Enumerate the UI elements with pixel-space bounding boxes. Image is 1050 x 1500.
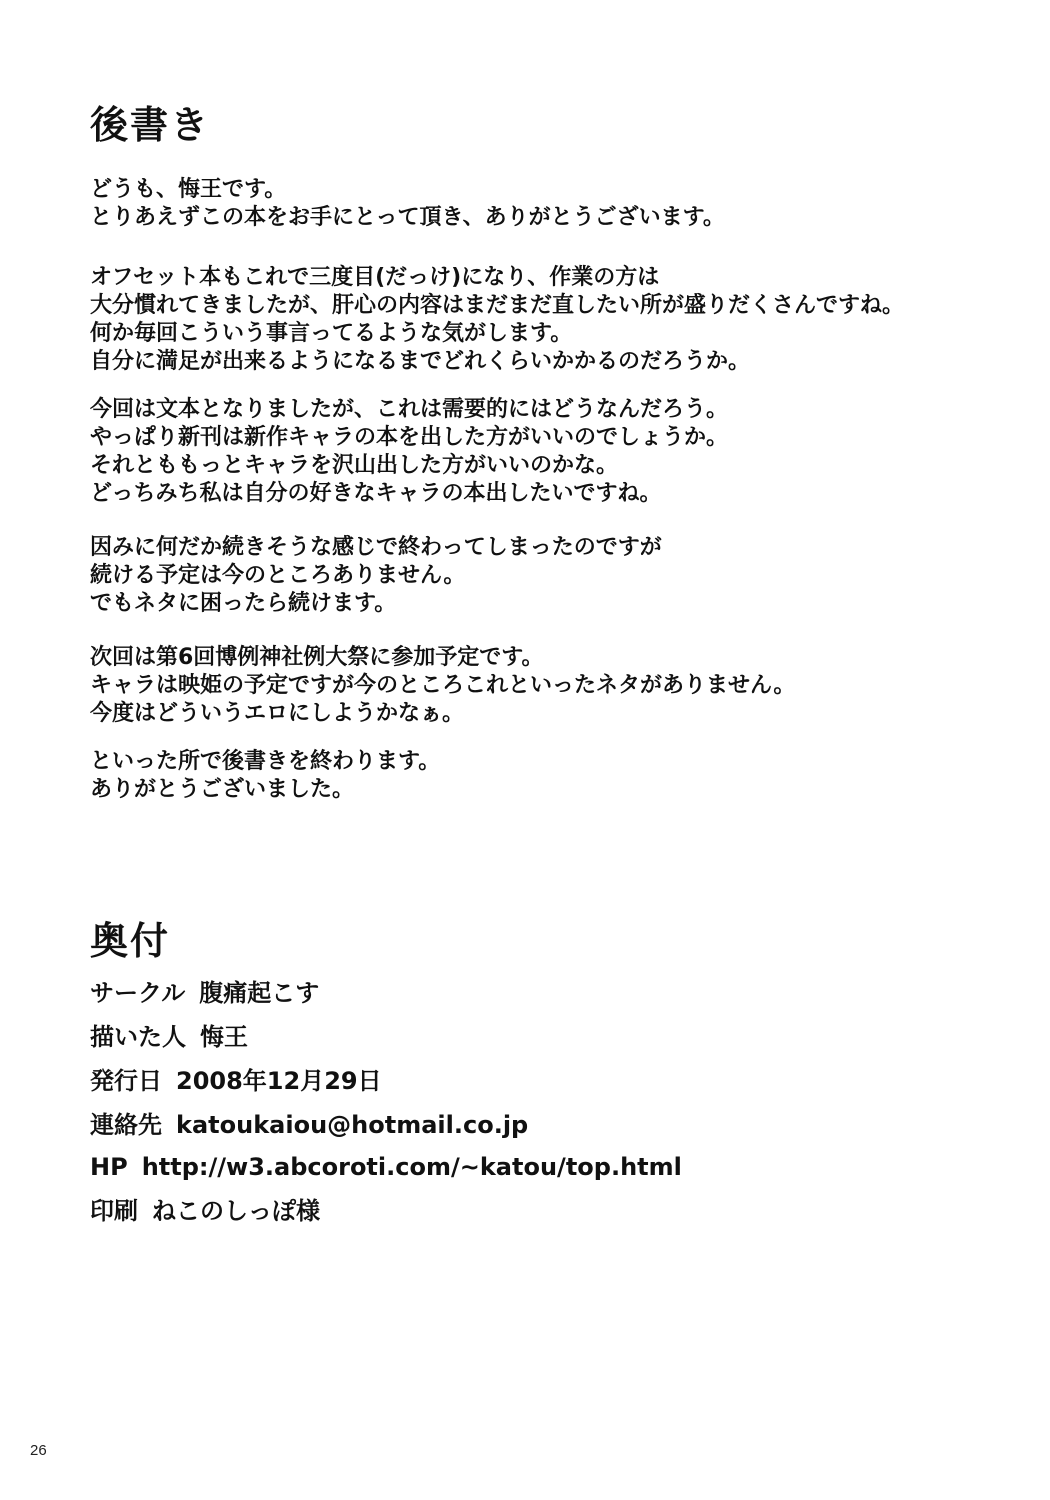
colophon-row-circle [90, 978, 319, 1008]
paragraph-line: オフセット本もこれで三度目(だっけ)になり、作業の方は [90, 265, 660, 290]
paragraph-line: とりあえずこの本をお手にとって頂き、ありがとうございます。 [90, 205, 725, 230]
paragraph-line: どっちみち私は自分の好きなキャラの本出したいですね。 [90, 481, 662, 506]
page-number: 26 [30, 1442, 47, 1459]
homepage-url: http://w3.abcoroti.com/~katou/top.html [141, 1153, 682, 1181]
paragraph-line: それとももっとキャラを沢山出した方がいいのかな。 [90, 453, 619, 478]
colophon-label: 連絡先 [90, 1111, 162, 1139]
colophon-label: HP [90, 1153, 128, 1181]
paragraph-line: 大分慣れてきましたが、肝心の内容はまだまだ直したい所が盛りだくさんですね。 [90, 293, 905, 318]
paragraph-line: 今回は文本となりましたが、これは需要的にはどうなんだろう。 [90, 397, 729, 422]
paragraph-line: 何か毎回こういう事言ってるような気がします。 [90, 321, 573, 346]
paragraph-line: 続ける予定は今のところありません。 [90, 563, 466, 588]
colophon-label: サークル [90, 979, 186, 1007]
paragraph-line: でもネタに困ったら続けます。 [90, 591, 397, 616]
afterword-paragraph-6 [90, 748, 970, 804]
afterword-paragraph-4 [90, 534, 970, 618]
colophon-title: 奥付 [90, 919, 171, 963]
colophon-value: 2008年12月29日 [176, 1067, 382, 1095]
paragraph-line: どうも、悔王です。 [90, 177, 287, 202]
colophon-value: 腹痛起こす [199, 979, 320, 1007]
contact-email: katoukaiou@hotmail.co.jp [176, 1111, 529, 1139]
afterword-paragraph-3 [90, 396, 970, 508]
colophon-row-printer [90, 1196, 320, 1226]
afterword-paragraph-1 [90, 176, 970, 232]
paragraph-line: 次回は第6回博例神社例大祭に参加予定です。 [90, 645, 544, 670]
afterword-title: 後書き [90, 103, 211, 147]
colophon-row-date [90, 1066, 382, 1096]
paragraph-line: 自分に満足が出来るようになるまでどれくらいかかるのだろうか。 [90, 349, 751, 374]
paragraph-line: といった所で後書きを終わります。 [90, 749, 441, 774]
colophon-label: 描いた人 [90, 1023, 186, 1051]
afterword-paragraph-5 [90, 644, 970, 728]
paragraph-line: ありがとうございました。 [90, 777, 355, 802]
paragraph-line: キャラは映姫の予定ですが今のところこれといったネタがありません。 [90, 673, 796, 698]
colophon-row-homepage [90, 1152, 682, 1182]
colophon-label: 印刷 [90, 1197, 138, 1225]
colophon-value: ねこのしっぽ様 [152, 1197, 320, 1225]
paragraph-line: 今度はどういうエロにしようかなぁ。 [90, 701, 465, 726]
colophon-row-contact [90, 1110, 528, 1140]
colophon-value: 悔王 [200, 1023, 248, 1051]
paragraph-line: 因みに何だか続きそうな感じで終わってしまったのですが [90, 535, 662, 560]
colophon-label: 発行日 [90, 1067, 162, 1095]
afterword-paragraph-2 [90, 264, 970, 376]
paragraph-line: やっぱり新刊は新作キャラの本を出した方がいいのでしょうか。 [90, 425, 729, 450]
colophon-row-artist [90, 1022, 248, 1052]
